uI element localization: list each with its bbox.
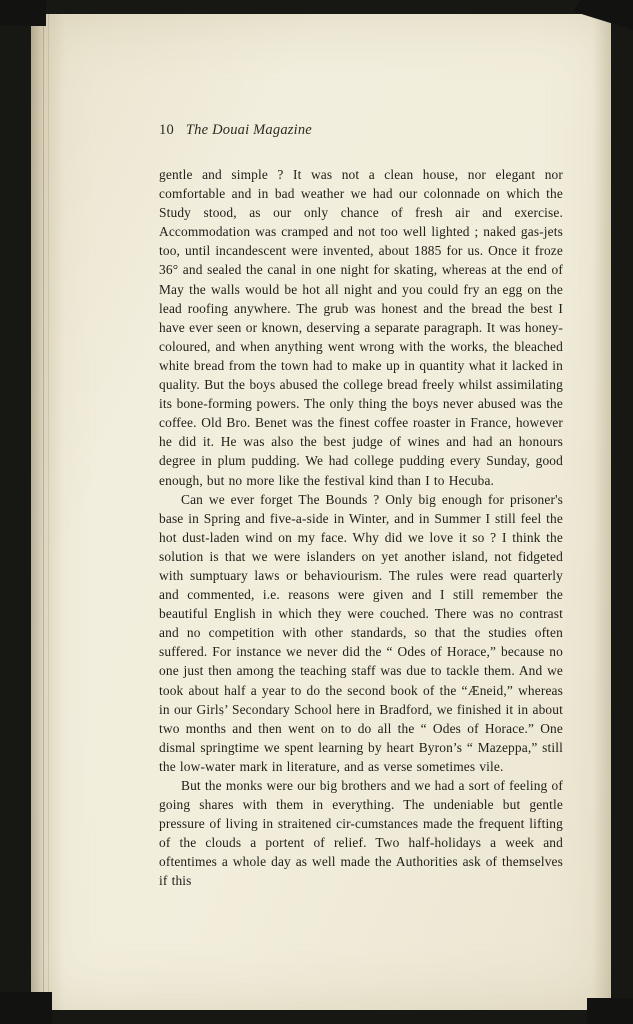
paragraph-3: But the monks were our big brothers and we had a sort of feeling of going shares with them in everything. The undeniable but gentle pressure of living in straitened cir-cumstances made the frequent lifting of the clouds a portent of relief. Two half-holidays a week and oftentimes a whole day as well made the Authorities ask of themselves if this (159, 778, 563, 889)
scan-corner-top-left (0, 0, 46, 26)
page-number: 10 (159, 122, 174, 138)
paper-speck (501, 254, 503, 256)
paragraph-1: gentle and simple ? It was not a clean house, nor elegant nor comfortable and in bad weather we had our colonnade on which the Study stood, as our only chance of fresh air and exercise. Accommodation was cramped and not too well lighted ; naked gas-jets too, until incandescent were invented, about 1885 for us. Once it froze 36° and sealed the canal in one night for skating, whereas at the end of May the walls would be hot all night and you could fry an egg on the lead roofing anywhere. The grub was honest and the bread the best I have ever seen or known, deserving a separate paragraph. It was honey-coloured, and when anything went wrong with the works, the bleached white bread from the town had to make up in quantity what it lacked in quality. But the boys abused the college bread freely whilst assimilating its bone-forming powers. The only thing the boys never abused was the coffee. Old Bro. Benet was the finest coffee roaster in France, however he did it. He was also the best judge of wines and had an honours degree in plum pudding. We had college pudding every Sunday, good enough, but no more like the festival kind than I to Hecuba. (159, 167, 563, 488)
paragraph-2: Can we ever forget The Bounds ? Only big enough for prisoner's base in Spring and five-a-side in Winter, and in Summer I still feel the hot dust-laden wind on my face. Why did we love it so ? I think the solution is that we were islanders on yet another island, not fidgeted with sumptuary laws or behaviourism. The rules were read quarterly and commented, i.e. reasons were given and I still remember the beautiful English in which they were couched. There was no contrast and no competition with other standards, so that the studies often suffered. For instance we never did the “ Odes of Horace,” because no one just then among the teaching staff was due to tackle them. And we took about half a year to do the second book of the “Æneid,” whereas in our Girls’ Secondary School here in Bradford, we finished it in about two months and then went on to do all the “ Odes of Horace.” One dismal springtime we spent learning by heart Byron’s “ Mazeppa,” still the low-water mark in literature, and as verse sometimes vile. (159, 491, 563, 774)
gutter-crease-line (43, 14, 44, 1010)
paper-speck (331, 444, 333, 446)
page-edge-shading (593, 14, 611, 1010)
text-column (159, 122, 563, 891)
gutter-crease-line-secondary (48, 14, 49, 1010)
scan-corner-bottom-right (587, 998, 633, 1024)
running-title: The Douai Magazine (185, 122, 312, 138)
paper-speck (221, 714, 223, 716)
scan-corner-bottom-left (0, 992, 52, 1024)
book-page (31, 14, 611, 1010)
page-header (159, 122, 563, 139)
